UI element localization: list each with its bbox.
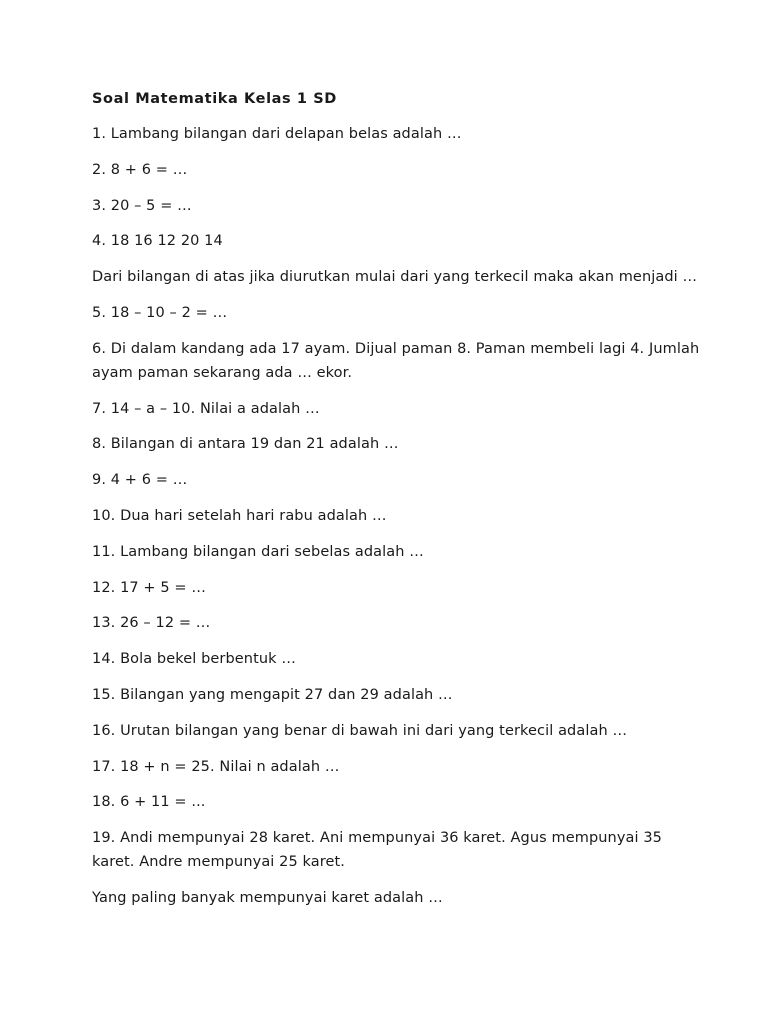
question-4: 4. 18 16 12 20 14 — [92, 233, 223, 250]
question-4-instruction: Dari bilangan di atas jika diurutkan mulai dari yang terkecil maka akan menjadi … — [92, 269, 698, 286]
question-11: 11. Lambang bilangan dari sebelas adalah … — [92, 543, 424, 560]
question-17: 17. 18 + n = 25. Nilai n adalah … — [92, 758, 340, 775]
question-12: 12. 17 + 5 = … — [92, 579, 206, 596]
question-19-prompt: Yang paling banyak mempunyai karet adalah … — [92, 889, 443, 906]
question-9: 9. 4 + 6 = … — [92, 472, 188, 489]
question-5: 5. 18 – 10 – 2 = … — [92, 304, 228, 321]
question-10: 10. Dua hari setelah hari rabu adalah … — [92, 507, 387, 524]
question-1: 1. Lambang bilangan dari delapan belas adalah … — [92, 126, 462, 142]
question-15: 15. Bilangan yang mengapit 27 dan 29 adalah … — [92, 686, 453, 703]
question-2: 2. 8 + 6 = … — [92, 161, 188, 178]
question-13: 13. 26 – 12 = … — [92, 615, 211, 632]
question-3: 3. 20 – 5 = … — [92, 197, 192, 214]
question-14: 14. Bola bekel berbentuk … — [92, 651, 296, 668]
question-6: 6. Di dalam kandang ada 17 ayam. Dijual paman 8. Paman membeli lagi 4. Jumlah ayam paman sekarang ada … ekor. — [92, 340, 700, 381]
question-16: 16. Urutan bilangan yang benar di bawah ini dari yang terkecil adalah … — [92, 722, 628, 739]
question-7: 7. 14 – a – 10. Nilai a adalah … — [92, 400, 320, 417]
question-18: 18. 6 + 11 = ... — [92, 794, 206, 811]
document-title: Soal Matematika Kelas 1 SD — [92, 91, 337, 107]
question-8: 8. Bilangan di antara 19 dan 21 adalah … — [92, 436, 399, 453]
question-19: 19. Andi mempunyai 28 karet. Ani mempunyai 36 karet. Agus mempunyai 35 karet. Andre mempunyai 25 karet. — [92, 830, 662, 871]
